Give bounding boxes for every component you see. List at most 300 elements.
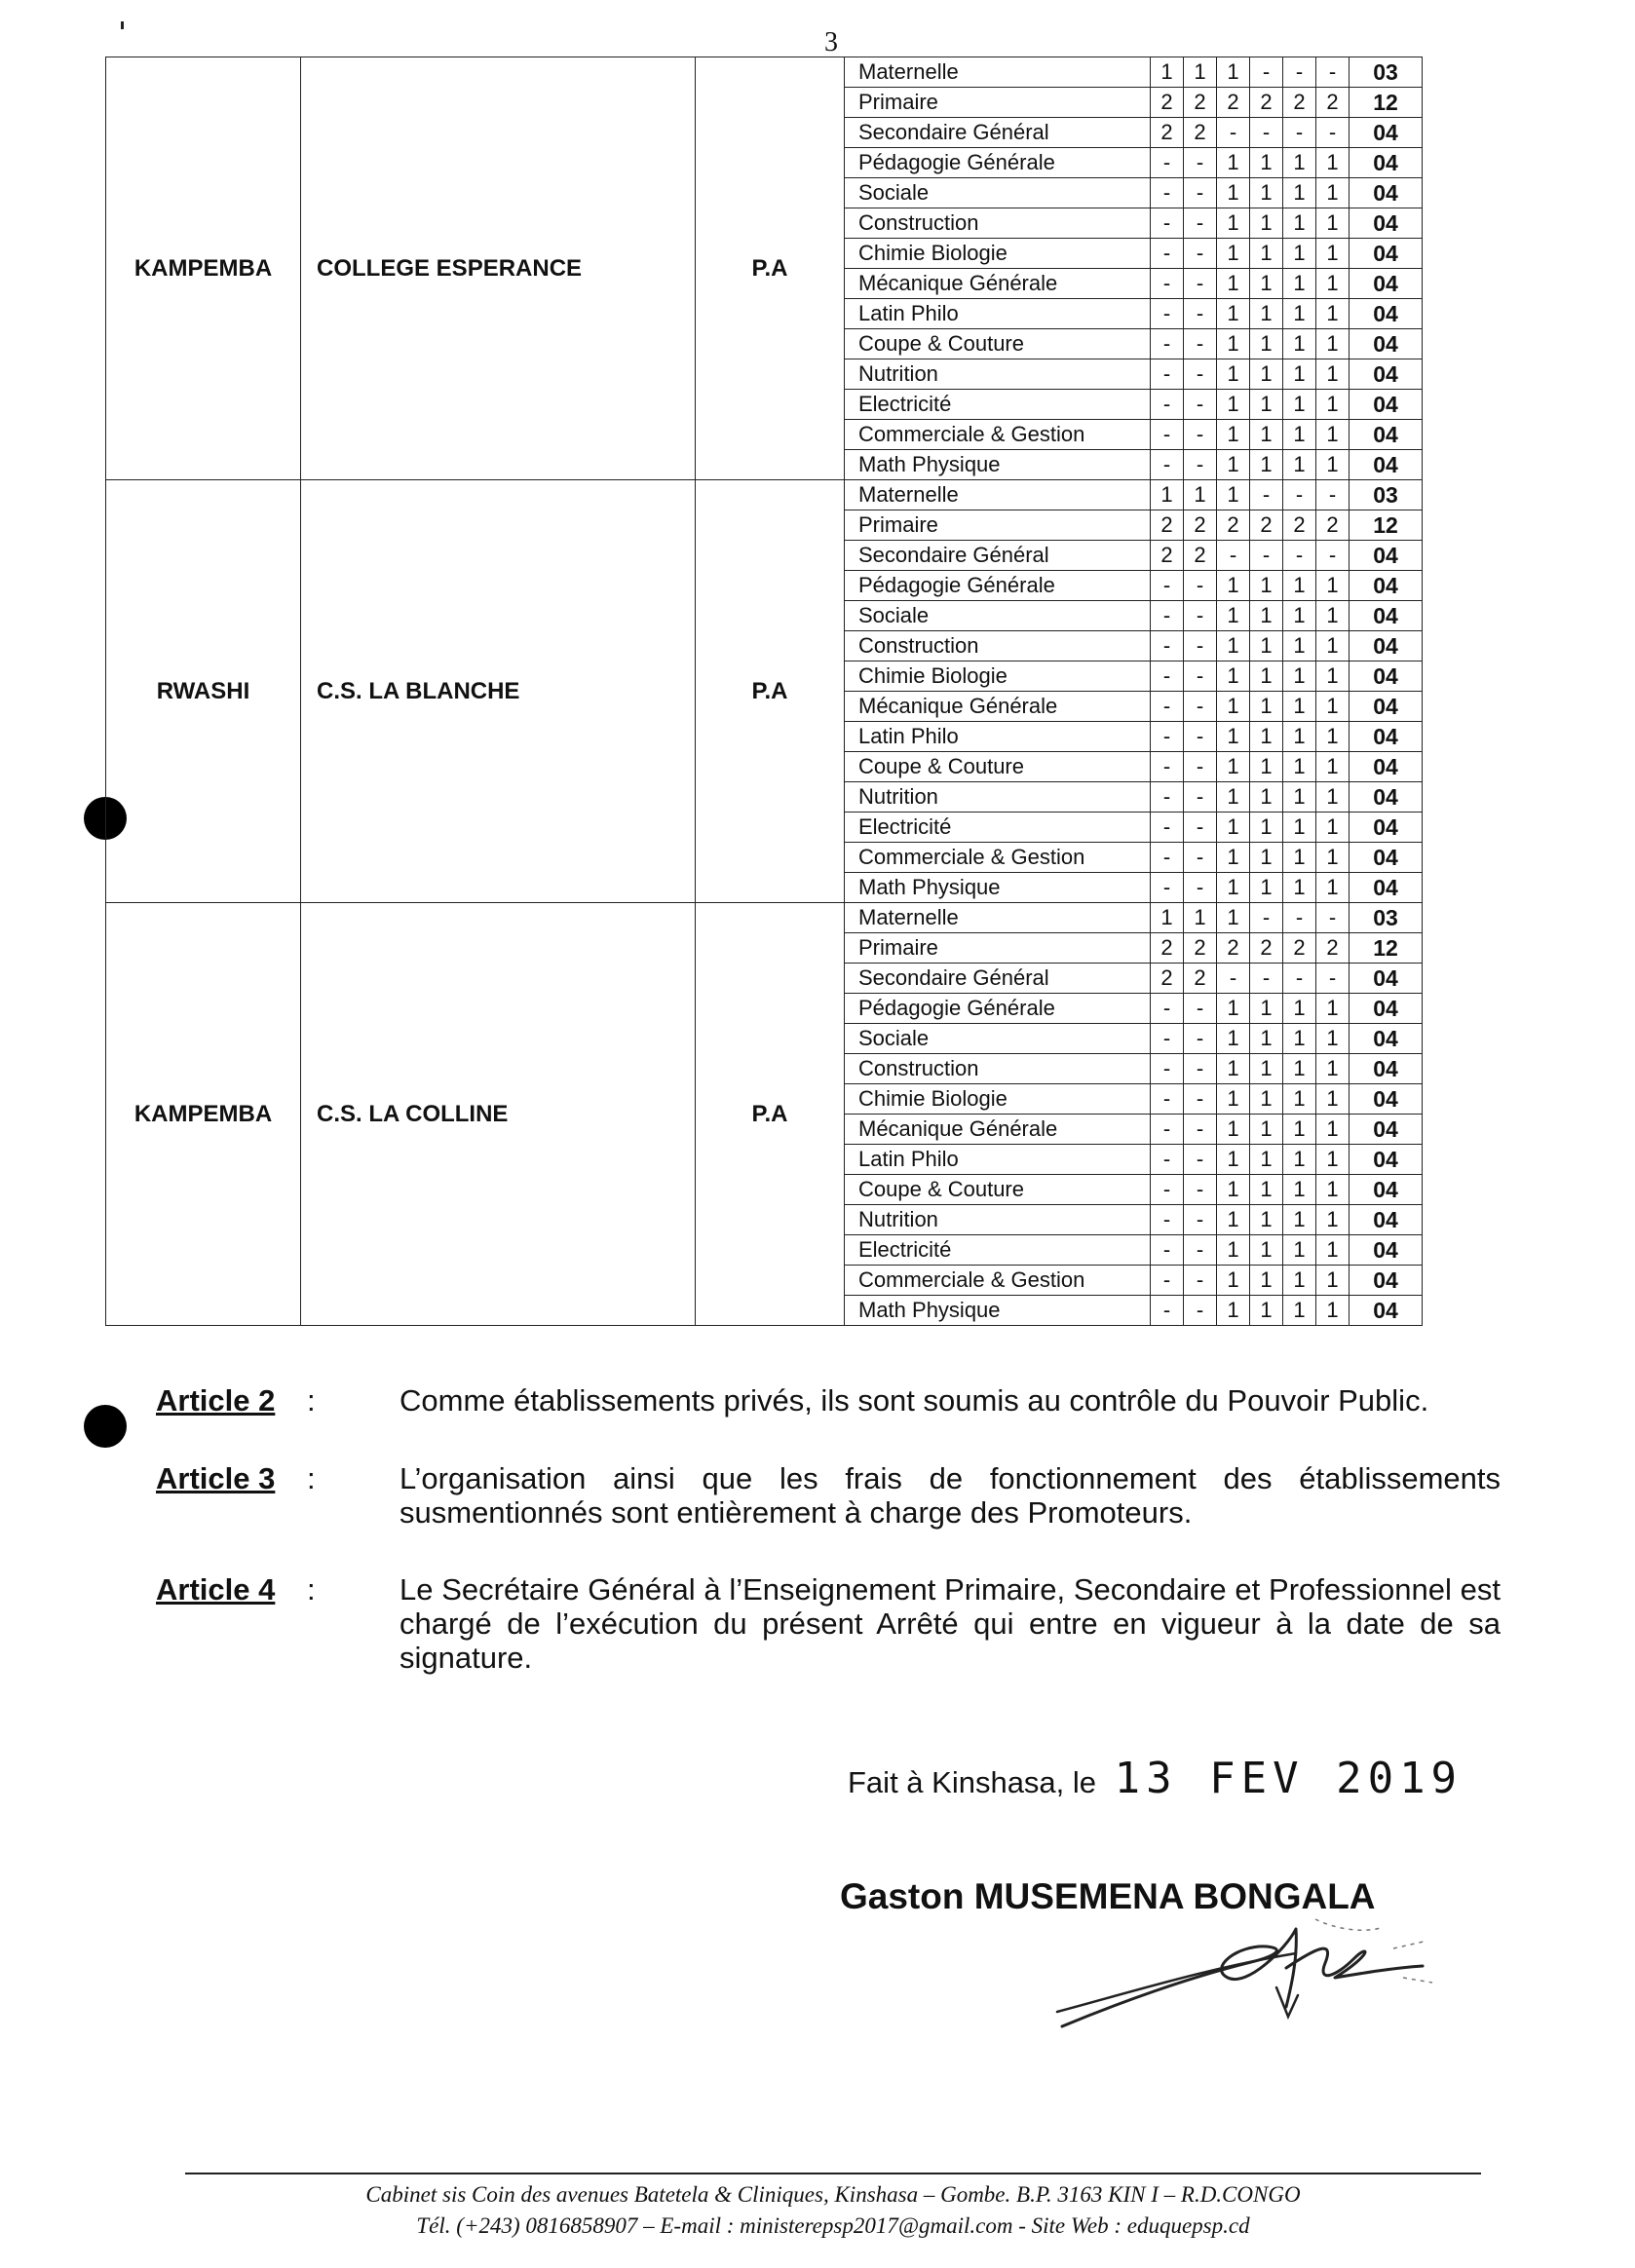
class-count-cell: - — [1184, 662, 1217, 692]
class-count-cell: 2 — [1184, 510, 1217, 541]
total-cell: 04 — [1350, 631, 1423, 662]
section-cell: Mécanique Générale — [845, 692, 1151, 722]
class-count-cell: - — [1184, 359, 1217, 390]
class-count-cell: 1 — [1283, 601, 1316, 631]
section-cell: Chimie Biologie — [845, 662, 1151, 692]
class-count-cell: - — [1184, 329, 1217, 359]
class-count-cell: 1 — [1283, 239, 1316, 269]
class-count-cell: 1 — [1184, 903, 1217, 933]
class-count-cell: - — [1217, 118, 1250, 148]
class-count-cell: 1 — [1283, 994, 1316, 1024]
class-count-cell: - — [1151, 1235, 1184, 1266]
total-cell: 04 — [1350, 541, 1423, 571]
total-cell: 04 — [1350, 994, 1423, 1024]
section-cell: Mécanique Générale — [845, 1115, 1151, 1145]
class-count-cell: 1 — [1283, 662, 1316, 692]
commune-cell: KAMPEMBA — [106, 57, 301, 480]
total-cell: 03 — [1350, 57, 1423, 88]
class-count-cell: - — [1184, 1145, 1217, 1175]
total-cell: 04 — [1350, 359, 1423, 390]
class-count-cell: - — [1151, 269, 1184, 299]
class-count-cell: - — [1151, 1175, 1184, 1205]
class-count-cell: 1 — [1217, 480, 1250, 510]
class-count-cell: 1 — [1250, 601, 1283, 631]
class-count-cell: - — [1316, 480, 1350, 510]
class-count-cell: 2 — [1151, 541, 1184, 571]
section-cell: Sociale — [845, 601, 1151, 631]
class-count-cell: 1 — [1250, 329, 1283, 359]
class-count-cell: 1 — [1250, 239, 1283, 269]
section-cell: Nutrition — [845, 1205, 1151, 1235]
class-count-cell: 1 — [1283, 420, 1316, 450]
article-colon: : — [307, 1383, 316, 1418]
section-cell: Chimie Biologie — [845, 1084, 1151, 1115]
class-count-cell: 1 — [1250, 662, 1283, 692]
class-count-cell: - — [1316, 57, 1350, 88]
class-count-cell: 2 — [1151, 510, 1184, 541]
class-count-cell: 1 — [1217, 1084, 1250, 1115]
table-row — [106, 903, 1423, 933]
class-count-cell: 1 — [1283, 1054, 1316, 1084]
section-cell: Commerciale & Gestion — [845, 843, 1151, 873]
class-count-cell: - — [1151, 359, 1184, 390]
section-cell: Latin Philo — [845, 1145, 1151, 1175]
class-count-cell: 1 — [1217, 420, 1250, 450]
section-cell: Construction — [845, 1054, 1151, 1084]
class-count-cell: 2 — [1184, 933, 1217, 964]
class-count-cell: 1 — [1217, 722, 1250, 752]
class-count-cell: - — [1151, 299, 1184, 329]
class-count-cell: 1 — [1250, 1054, 1283, 1084]
class-count-cell: - — [1250, 480, 1283, 510]
class-count-cell: 1 — [1316, 631, 1350, 662]
class-count-cell: - — [1184, 692, 1217, 722]
class-count-cell: - — [1184, 752, 1217, 782]
article-colon: : — [307, 1461, 316, 1495]
class-count-cell: - — [1283, 541, 1316, 571]
footer-address: Cabinet sis Coin des avenues Batetela & Cliniques, Kinshasa – Gombe. B.P. 3163 KIN I – R.D.CONGO — [365, 2182, 1301, 2207]
class-count-cell: 1 — [1250, 994, 1283, 1024]
class-count-cell: 1 — [1316, 1266, 1350, 1296]
regime-cell: P.A — [696, 57, 845, 480]
total-cell: 04 — [1350, 118, 1423, 148]
total-cell: 04 — [1350, 601, 1423, 631]
class-count-cell: - — [1151, 1054, 1184, 1084]
class-count-cell: 1 — [1217, 843, 1250, 873]
class-count-cell: 1 — [1283, 1084, 1316, 1115]
section-cell: Latin Philo — [845, 299, 1151, 329]
class-count-cell: 2 — [1316, 88, 1350, 118]
class-count-cell: 2 — [1250, 933, 1283, 964]
class-count-cell: 1 — [1283, 450, 1316, 480]
total-cell: 04 — [1350, 1266, 1423, 1296]
section-cell: Coupe & Couture — [845, 1175, 1151, 1205]
total-cell: 04 — [1350, 964, 1423, 994]
class-count-cell: 1 — [1283, 631, 1316, 662]
class-count-cell: - — [1184, 813, 1217, 843]
class-count-cell: 1 — [1217, 57, 1250, 88]
class-count-cell: 1 — [1316, 994, 1350, 1024]
class-count-cell: - — [1184, 1205, 1217, 1235]
regime-cell: P.A — [696, 903, 845, 1326]
section-cell: Sociale — [845, 1024, 1151, 1054]
class-count-cell: - — [1283, 480, 1316, 510]
class-count-cell: - — [1151, 873, 1184, 903]
section-cell: Secondaire Général — [845, 118, 1151, 148]
class-count-cell: 1 — [1217, 208, 1250, 239]
class-count-cell: - — [1184, 1115, 1217, 1145]
class-count-cell: 1 — [1217, 1175, 1250, 1205]
school-name-cell: C.S. LA BLANCHE — [301, 480, 696, 903]
class-count-cell: 1 — [1316, 813, 1350, 843]
class-count-cell: - — [1184, 178, 1217, 208]
class-count-cell: 1 — [1283, 329, 1316, 359]
class-count-cell: 1 — [1217, 1145, 1250, 1175]
class-count-cell: - — [1151, 1296, 1184, 1326]
class-count-cell: 2 — [1184, 88, 1217, 118]
class-count-cell: 2 — [1316, 933, 1350, 964]
total-cell: 12 — [1350, 510, 1423, 541]
class-count-cell: 1 — [1217, 903, 1250, 933]
class-count-cell: 1 — [1250, 631, 1283, 662]
class-count-cell: - — [1151, 692, 1184, 722]
total-cell: 04 — [1350, 662, 1423, 692]
article-label: Article 4 — [156, 1572, 276, 1606]
class-count-cell: - — [1151, 1024, 1184, 1054]
class-count-cell: 1 — [1316, 1024, 1350, 1054]
class-count-cell: 1 — [1217, 1024, 1250, 1054]
class-count-cell: 1 — [1316, 178, 1350, 208]
class-count-cell: 2 — [1151, 88, 1184, 118]
section-cell: Latin Philo — [845, 722, 1151, 752]
date-stamp: 13 FEV 2019 — [1114, 1754, 1464, 1803]
class-count-cell: 1 — [1283, 1205, 1316, 1235]
class-count-cell: 1 — [1316, 873, 1350, 903]
class-count-cell: - — [1184, 722, 1217, 752]
class-count-cell: 1 — [1283, 1235, 1316, 1266]
class-count-cell: 1 — [1250, 390, 1283, 420]
total-cell: 03 — [1350, 480, 1423, 510]
article-colon: : — [307, 1572, 316, 1606]
class-count-cell: 1 — [1283, 1024, 1316, 1054]
class-count-cell: 1 — [1217, 1054, 1250, 1084]
class-count-cell: 2 — [1151, 964, 1184, 994]
place-date — [848, 1754, 1463, 1803]
class-count-cell: 1 — [1283, 752, 1316, 782]
class-count-cell: 1 — [1250, 1296, 1283, 1326]
total-cell: 04 — [1350, 692, 1423, 722]
section-cell: Primaire — [845, 510, 1151, 541]
class-count-cell: 1 — [1283, 208, 1316, 239]
class-count-cell: 1 — [1283, 359, 1316, 390]
class-count-cell: 1 — [1283, 148, 1316, 178]
class-count-cell: - — [1151, 843, 1184, 873]
commune-cell: RWASHI — [106, 480, 301, 903]
class-count-cell: 1 — [1316, 1054, 1350, 1084]
total-cell: 04 — [1350, 239, 1423, 269]
class-count-cell: 1 — [1283, 692, 1316, 722]
section-cell: Coupe & Couture — [845, 752, 1151, 782]
class-count-cell: 1 — [1250, 269, 1283, 299]
class-count-cell: 1 — [1217, 752, 1250, 782]
class-count-cell: 1 — [1283, 1145, 1316, 1175]
total-cell: 12 — [1350, 933, 1423, 964]
class-count-cell: - — [1184, 269, 1217, 299]
class-count-cell: 1 — [1217, 1296, 1250, 1326]
class-count-cell: - — [1151, 390, 1184, 420]
section-cell: Commerciale & Gestion — [845, 1266, 1151, 1296]
class-count-cell: 1 — [1283, 782, 1316, 813]
class-count-cell: - — [1151, 239, 1184, 269]
class-count-cell: - — [1151, 994, 1184, 1024]
commune-cell: KAMPEMBA — [106, 903, 301, 1326]
class-count-cell: - — [1316, 118, 1350, 148]
class-count-cell: 1 — [1283, 813, 1316, 843]
class-count-cell: - — [1184, 571, 1217, 601]
class-count-cell: 1 — [1217, 601, 1250, 631]
class-count-cell: 1 — [1316, 571, 1350, 601]
section-cell: Secondaire Général — [845, 964, 1151, 994]
class-count-cell: - — [1151, 813, 1184, 843]
section-cell: Math Physique — [845, 873, 1151, 903]
handwritten-signature — [1043, 1909, 1452, 2046]
class-count-cell: 1 — [1316, 269, 1350, 299]
class-count-cell: - — [1184, 148, 1217, 178]
class-count-cell: - — [1151, 752, 1184, 782]
class-count-cell: 2 — [1217, 88, 1250, 118]
class-count-cell: - — [1151, 148, 1184, 178]
section-cell: Commerciale & Gestion — [845, 420, 1151, 450]
class-count-cell: 1 — [1250, 1205, 1283, 1235]
school-name-cell: COLLEGE ESPERANCE — [301, 57, 696, 480]
class-count-cell: 1 — [1250, 571, 1283, 601]
class-count-cell: 1 — [1316, 692, 1350, 722]
class-count-cell: - — [1316, 541, 1350, 571]
section-cell: Pédagogie Générale — [845, 571, 1151, 601]
class-count-cell: - — [1184, 239, 1217, 269]
class-count-cell: - — [1184, 873, 1217, 903]
class-count-cell: 1 — [1217, 692, 1250, 722]
class-count-cell: - — [1283, 57, 1316, 88]
class-count-cell: 1 — [1217, 359, 1250, 390]
class-count-cell: 1 — [1250, 1145, 1283, 1175]
total-cell: 04 — [1350, 1024, 1423, 1054]
class-count-cell: 2 — [1184, 964, 1217, 994]
footer-contact: Tél. (+243) 0816858907 – E-mail : ministerepsp2017@gmail.com - Site Web : eduquepsp.cd — [416, 2213, 1250, 2238]
class-count-cell: 1 — [1250, 722, 1283, 752]
class-count-cell: 1 — [1151, 480, 1184, 510]
class-count-cell: - — [1184, 1175, 1217, 1205]
section-cell: Primaire — [845, 933, 1151, 964]
total-cell: 03 — [1350, 903, 1423, 933]
class-count-cell: - — [1151, 662, 1184, 692]
class-count-cell: 1 — [1283, 571, 1316, 601]
total-cell: 04 — [1350, 329, 1423, 359]
class-count-cell: 1 — [1250, 1115, 1283, 1145]
page-number: 3 — [824, 27, 838, 57]
total-cell: 04 — [1350, 843, 1423, 873]
class-count-cell: 1 — [1250, 208, 1283, 239]
total-cell: 04 — [1350, 722, 1423, 752]
class-count-cell: - — [1151, 420, 1184, 450]
class-count-cell: 1 — [1250, 782, 1283, 813]
class-count-cell: 1 — [1316, 1296, 1350, 1326]
class-count-cell: 1 — [1283, 390, 1316, 420]
class-count-cell: 2 — [1151, 933, 1184, 964]
class-count-cell: 1 — [1151, 903, 1184, 933]
class-count-cell: 1 — [1316, 420, 1350, 450]
section-cell: Construction — [845, 631, 1151, 662]
class-count-cell: - — [1151, 1115, 1184, 1145]
class-count-cell: - — [1250, 964, 1283, 994]
class-count-cell: 1 — [1316, 722, 1350, 752]
class-count-cell: 1 — [1250, 752, 1283, 782]
class-count-cell: 1 — [1316, 843, 1350, 873]
footer-rule — [185, 2173, 1481, 2174]
class-count-cell: - — [1151, 329, 1184, 359]
class-count-cell: 1 — [1217, 178, 1250, 208]
section-cell: Electricité — [845, 813, 1151, 843]
class-count-cell: 1 — [1316, 1205, 1350, 1235]
class-count-cell: 1 — [1217, 631, 1250, 662]
section-cell: Electricité — [845, 1235, 1151, 1266]
class-count-cell: - — [1283, 903, 1316, 933]
class-count-cell: 2 — [1283, 933, 1316, 964]
class-count-cell: 2 — [1217, 933, 1250, 964]
class-count-cell: 1 — [1250, 420, 1283, 450]
class-count-cell: 1 — [1217, 299, 1250, 329]
school-name-cell: C.S. LA COLLINE — [301, 903, 696, 1326]
class-count-cell: - — [1184, 1296, 1217, 1326]
section-cell: Chimie Biologie — [845, 239, 1151, 269]
section-cell: Secondaire Général — [845, 541, 1151, 571]
class-count-cell: - — [1151, 722, 1184, 752]
class-count-cell: - — [1184, 1084, 1217, 1115]
class-count-cell: 1 — [1316, 782, 1350, 813]
class-count-cell: - — [1184, 631, 1217, 662]
regime-cell: P.A — [696, 480, 845, 903]
class-count-cell: 1 — [1283, 1175, 1316, 1205]
class-count-cell: 2 — [1283, 510, 1316, 541]
class-count-cell: 1 — [1283, 178, 1316, 208]
total-cell: 04 — [1350, 1054, 1423, 1084]
scan-mark — [121, 21, 124, 29]
class-count-cell: 1 — [1250, 148, 1283, 178]
class-count-cell: - — [1184, 420, 1217, 450]
class-count-cell: 2 — [1250, 88, 1283, 118]
class-count-cell: 1 — [1217, 390, 1250, 420]
class-count-cell: - — [1283, 118, 1316, 148]
class-count-cell: 1 — [1316, 601, 1350, 631]
class-count-cell: - — [1151, 450, 1184, 480]
class-count-cell: 1 — [1316, 662, 1350, 692]
section-cell: Sociale — [845, 178, 1151, 208]
class-count-cell: 1 — [1283, 1296, 1316, 1326]
total-cell: 04 — [1350, 1145, 1423, 1175]
total-cell: 04 — [1350, 1084, 1423, 1115]
total-cell: 04 — [1350, 813, 1423, 843]
class-count-cell: 1 — [1250, 813, 1283, 843]
class-count-cell: 1 — [1283, 1266, 1316, 1296]
class-count-cell: - — [1151, 208, 1184, 239]
total-cell: 04 — [1350, 208, 1423, 239]
total-cell: 04 — [1350, 1296, 1423, 1326]
punch-hole — [84, 1405, 127, 1448]
class-count-cell: 1 — [1316, 1145, 1350, 1175]
table-row — [106, 57, 1423, 88]
class-count-cell: 1 — [1217, 813, 1250, 843]
class-count-cell: 1 — [1283, 269, 1316, 299]
class-count-cell: 1 — [1217, 329, 1250, 359]
article-label: Article 3 — [156, 1461, 276, 1495]
class-count-cell: - — [1151, 782, 1184, 813]
class-count-cell: 1 — [1217, 239, 1250, 269]
article-text: L’organisation ainsi que les frais de fonctionnement des établissements susmentionnés sont entièrement à charge des Promoteurs. — [399, 1461, 1501, 1530]
section-cell: Pédagogie Générale — [845, 148, 1151, 178]
class-count-cell: - — [1151, 601, 1184, 631]
class-count-cell: - — [1250, 118, 1283, 148]
class-count-cell: - — [1151, 1145, 1184, 1175]
class-count-cell: 1 — [1250, 873, 1283, 903]
class-count-cell: 1 — [1151, 57, 1184, 88]
class-count-cell: 1 — [1316, 752, 1350, 782]
class-count-cell: - — [1184, 1024, 1217, 1054]
section-cell: Nutrition — [845, 782, 1151, 813]
class-count-cell: - — [1151, 1205, 1184, 1235]
class-count-cell: - — [1151, 178, 1184, 208]
class-count-cell: - — [1184, 1235, 1217, 1266]
class-count-cell: 1 — [1250, 1084, 1283, 1115]
class-count-cell: 1 — [1316, 299, 1350, 329]
class-count-cell: 1 — [1217, 1235, 1250, 1266]
class-count-cell: 1 — [1316, 1235, 1350, 1266]
class-count-cell: - — [1184, 994, 1217, 1024]
class-count-cell: 1 — [1217, 782, 1250, 813]
total-cell: 04 — [1350, 1115, 1423, 1145]
class-count-cell: - — [1217, 964, 1250, 994]
total-cell: 04 — [1350, 420, 1423, 450]
total-cell: 04 — [1350, 571, 1423, 601]
section-cell: Maternelle — [845, 57, 1151, 88]
class-count-cell: 1 — [1184, 480, 1217, 510]
total-cell: 04 — [1350, 450, 1423, 480]
class-count-cell: 1 — [1217, 269, 1250, 299]
class-count-cell: 1 — [1316, 359, 1350, 390]
section-cell: Electricité — [845, 390, 1151, 420]
class-count-cell: 1 — [1283, 873, 1316, 903]
total-cell: 04 — [1350, 390, 1423, 420]
total-cell: 04 — [1350, 752, 1423, 782]
total-cell: 04 — [1350, 178, 1423, 208]
total-cell: 04 — [1350, 1205, 1423, 1235]
class-count-cell: 1 — [1283, 299, 1316, 329]
class-count-cell: 1 — [1250, 359, 1283, 390]
total-cell: 04 — [1350, 1235, 1423, 1266]
class-count-cell: 1 — [1250, 299, 1283, 329]
total-cell: 04 — [1350, 1175, 1423, 1205]
class-count-cell: 1 — [1316, 450, 1350, 480]
article-text: Comme établissements privés, ils sont soumis au contrôle du Pouvoir Public. — [399, 1383, 1429, 1418]
class-count-cell: - — [1184, 299, 1217, 329]
total-cell: 04 — [1350, 269, 1423, 299]
class-count-cell: - — [1184, 450, 1217, 480]
class-count-cell: 1 — [1217, 994, 1250, 1024]
class-count-cell: 1 — [1250, 692, 1283, 722]
class-count-cell: 1 — [1217, 1205, 1250, 1235]
class-count-cell: 1 — [1250, 1024, 1283, 1054]
total-cell: 04 — [1350, 299, 1423, 329]
class-count-cell: - — [1316, 903, 1350, 933]
